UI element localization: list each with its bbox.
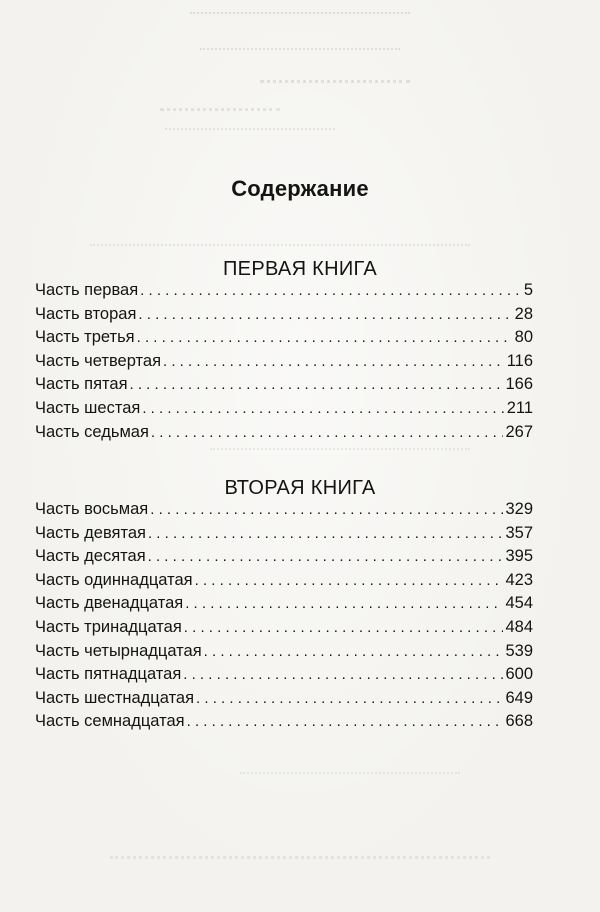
- toc-title: Содержание: [231, 176, 369, 201]
- toc-entry[interactable]: [35, 423, 533, 447]
- bleed-through-text: [260, 72, 410, 83]
- dot-leader: [163, 353, 505, 370]
- bleed-through-text: [190, 2, 410, 14]
- toc-entry-label: Часть седьмая: [35, 422, 149, 441]
- toc-entry-label: Часть четырнадцатая: [35, 641, 202, 660]
- toc-entry-label: Часть пятая: [35, 375, 128, 394]
- toc-entry-label: Часть одиннадцатая: [35, 570, 193, 589]
- toc-entry-label: Часть шестнадцатая: [35, 688, 195, 707]
- toc-entry-page: 80: [514, 328, 533, 347]
- toc-entry-page: 395: [505, 547, 533, 566]
- dot-leader: [185, 595, 503, 612]
- toc-entry-label: Часть третья: [35, 328, 135, 347]
- toc-entry-page: 484: [505, 617, 533, 636]
- bleed-through-text: [165, 120, 335, 130]
- toc-entry-label: Часть двенадцатая: [35, 594, 184, 613]
- toc-entry-label: Часть восьмая: [35, 500, 149, 518]
- toc-list-second-book: [35, 500, 533, 736]
- toc-entry-page: 28: [514, 304, 533, 323]
- toc-entry-page: 600: [505, 665, 533, 684]
- toc-entry[interactable]: [35, 571, 533, 595]
- book-heading-second: ВТОРАЯ КНИГА: [224, 477, 376, 499]
- book-heading-first: ПЕРВАЯ КНИГА: [223, 258, 377, 280]
- dot-leader: [142, 400, 504, 417]
- toc-entry[interactable]: [35, 618, 533, 642]
- dot-leader: [148, 548, 504, 565]
- dot-leader: [204, 643, 504, 660]
- toc-entry-page: 116: [506, 351, 533, 370]
- toc-entry-page: 5: [523, 281, 533, 299]
- toc-entry-page: 329: [505, 500, 533, 518]
- toc-entry-label: Часть пятнадцатая: [35, 665, 182, 684]
- toc-entry-label: Часть вторая: [35, 304, 137, 323]
- toc-entry-label: Часть первая: [35, 281, 139, 299]
- toc-entry-page: 649: [505, 688, 533, 707]
- bleed-through-text: [110, 848, 490, 859]
- toc-entry-label: Часть четвертая: [35, 351, 161, 370]
- toc-entry[interactable]: [35, 352, 533, 376]
- toc-entry[interactable]: [35, 399, 533, 423]
- toc-entry-label: Часть семнадцатая: [35, 712, 185, 731]
- toc-entry[interactable]: [35, 305, 533, 329]
- toc-entry-label: Часть десятая: [35, 547, 146, 566]
- toc-entry-page: 454: [505, 594, 533, 613]
- toc-entry-page: 539: [505, 641, 533, 660]
- dot-leader: [196, 690, 503, 707]
- dot-leader: [195, 572, 504, 589]
- dot-leader: [148, 525, 504, 542]
- dot-leader: [138, 306, 512, 323]
- bleed-through-text: [160, 100, 280, 111]
- toc-entry[interactable]: [35, 375, 533, 399]
- toc-entry[interactable]: [35, 281, 533, 305]
- toc-entry-label: Часть тринадцатая: [35, 617, 182, 636]
- bleed-through-text: [240, 764, 460, 774]
- toc-entry-page: 423: [505, 570, 533, 589]
- toc-entry[interactable]: [35, 328, 533, 352]
- dot-leader: [137, 329, 513, 346]
- toc-entry[interactable]: [35, 665, 533, 689]
- toc-entry[interactable]: [35, 689, 533, 713]
- toc-entry[interactable]: [35, 712, 533, 736]
- toc-entry-page: 211: [506, 398, 533, 417]
- toc-entry[interactable]: [35, 642, 533, 666]
- toc-entry[interactable]: [35, 524, 533, 548]
- toc-entry[interactable]: [35, 547, 533, 571]
- toc-list-first-book: [35, 281, 533, 446]
- toc-entry[interactable]: [35, 594, 533, 618]
- dot-leader: [140, 282, 522, 299]
- toc-entry-page: 668: [505, 712, 533, 731]
- bleed-through-text: [200, 40, 400, 50]
- toc-entry-label: Часть девятая: [35, 523, 146, 542]
- dot-leader: [184, 619, 504, 636]
- bleed-through-text: [90, 236, 470, 246]
- dot-leader: [150, 501, 503, 518]
- toc-entry[interactable]: [35, 500, 533, 524]
- toc-entry-label: Часть шестая: [35, 398, 141, 417]
- dot-leader: [130, 376, 504, 393]
- dot-leader: [151, 424, 504, 441]
- toc-entry-page: 357: [505, 523, 533, 542]
- dot-leader: [187, 713, 504, 730]
- toc-entry-page: 267: [505, 422, 533, 441]
- toc-entry-page: 166: [505, 375, 533, 394]
- dot-leader: [183, 666, 503, 683]
